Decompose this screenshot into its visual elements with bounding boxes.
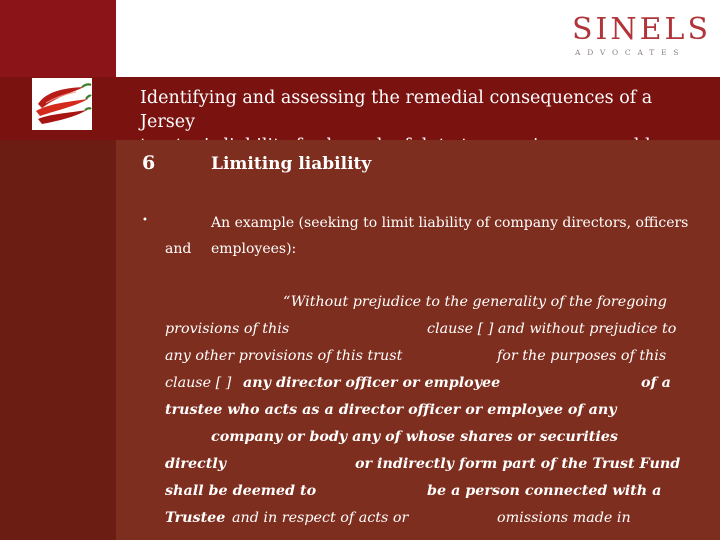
quote-line-9a: Trustee [165,510,226,526]
quote-line-5: trustee who acts as a director officer or employee of any [165,402,617,418]
quote-line-4a: clause [ ] [165,375,232,391]
title-line-1: Identifying and assessing the remedial consequences of a Jersey [140,88,653,132]
quote-line-2a: provisions of this [165,321,290,337]
quote-line-1: “Without prejudice to the generality of the foregoing [283,294,667,310]
quote-line-7a: directly [165,456,227,472]
quote-line-7b: or indirectly form part of the Trust Fund [355,456,681,472]
quote-line-3b: for the purposes of this [497,348,667,364]
quote-line-4b: any director officer or employee [243,375,501,391]
quote-line-9c: omissions made in [497,510,631,526]
quote-line-2b: clause [ ] and without prejudice to [427,321,677,337]
bullet-text-and: and [165,241,192,257]
quote-line-8a: shall be deemed to [165,483,317,499]
section-number: 6 [142,152,156,174]
chili-peppers-image [32,78,92,130]
quote-line-8b: be a person connected with a [427,483,662,499]
content-panel [116,140,720,540]
chili-peppers-icon [32,78,92,130]
sinels-logo [572,12,712,58]
header-accent-strip [0,0,116,77]
logo-name: SINELS [572,12,712,47]
quote-line-3a: any other provisions of this trust [165,348,403,364]
quote-line-4c: of a [641,375,671,391]
quote-line-6: company or body any of whose shares or securities [211,429,618,445]
bullet-text-line-2: employees): [211,241,297,257]
section-heading: Limiting liability [211,154,372,174]
logo-subtitle: ADVOCATES [575,48,686,57]
bullet-text-line-1: An example (seeking to limit liability of company directors, officers [211,215,689,231]
bullet-marker: • [142,215,148,226]
quote-line-9b: and in respect of acts or [232,510,409,526]
